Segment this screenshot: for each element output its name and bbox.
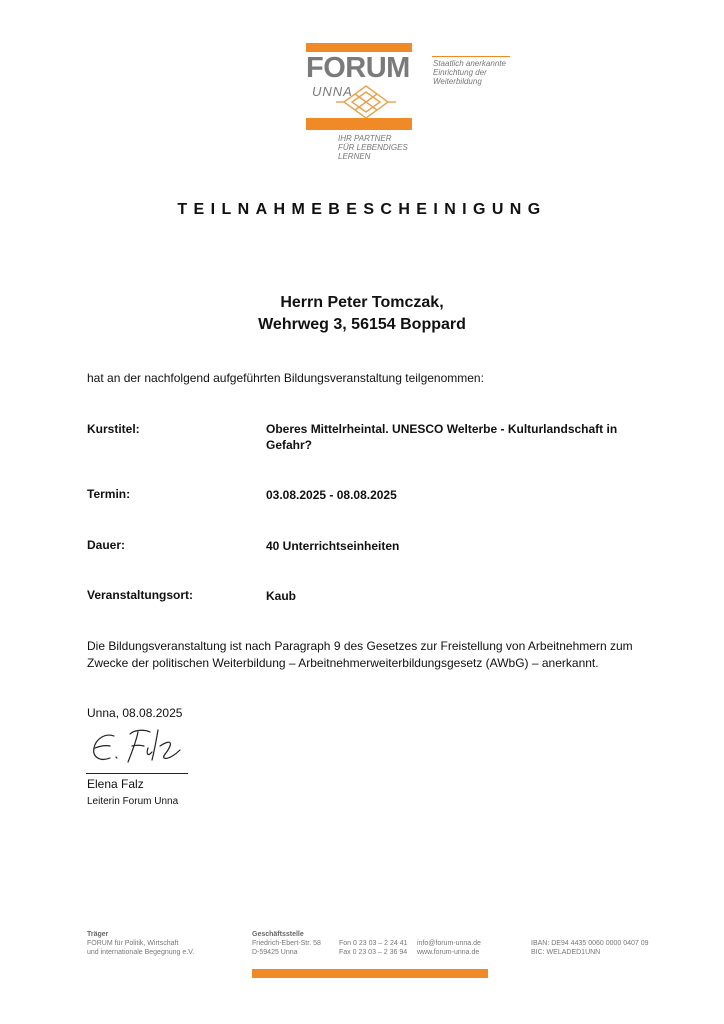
- duration-label: Dauer:: [87, 538, 126, 552]
- date-value: 03.08.2025 - 08.08.2025: [266, 488, 397, 502]
- signer-role: Leiterin Forum Unna: [87, 796, 179, 807]
- footer-bank: [531, 939, 649, 957]
- logo-tagline: [338, 134, 414, 161]
- footer-office: [252, 930, 321, 957]
- legal-line-1: Die Bildungsveranstaltung ist nach Paragraph 9 des Gesetzes zur Freistellung von Arbeitnehmern zum: [87, 639, 633, 653]
- footer-line: BIC: WELADED1UNN: [531, 949, 601, 956]
- place-label: Veranstaltungsort:: [87, 588, 194, 602]
- footer-line: D-59425 Unna: [252, 949, 298, 956]
- recipient-name: Herrn Peter Tomczak,: [280, 294, 444, 311]
- course-value: Oberes Mittelrheintal. UNESCO Welterbe - Kulturlandschaft in Gefahr?: [266, 422, 618, 452]
- footer-heading: Geschäftsstelle: [252, 931, 304, 938]
- place-date: Unna, 08.08.2025: [87, 706, 183, 720]
- logo-top-bar: [306, 43, 412, 52]
- logo-diamond-icon: [336, 84, 396, 120]
- footer-heading: Träger: [87, 931, 109, 938]
- logo-side-rule: [432, 56, 510, 57]
- side-line: Weiterbildung: [433, 77, 482, 86]
- document-title: TEILNAHMEBESCHEINIGUNG: [177, 201, 547, 218]
- handwritten-signature: [86, 724, 190, 772]
- footer-line: info@forum-unna.de: [417, 940, 481, 947]
- footer-line: www.forum-unna.de: [417, 949, 480, 956]
- footer-line: Fax 0 23 03 – 2 36 94: [339, 949, 408, 956]
- course-label: Kurstitel:: [87, 422, 140, 436]
- tagline-line: LERNEN: [338, 152, 371, 161]
- footer-phone: [339, 939, 408, 957]
- place-value: Kaub: [266, 589, 296, 603]
- tagline-line: IHR PARTNER: [338, 134, 392, 143]
- footer-accent-bar: [252, 969, 488, 978]
- tagline-line: FÜR LEBENDIGES: [338, 143, 408, 152]
- footer-line: und internationale Begegnung e.V.: [87, 949, 195, 956]
- footer-carrier: [87, 930, 194, 957]
- footer-web: [417, 939, 481, 957]
- footer-line: Fon 0 23 03 – 2 24 41: [339, 940, 408, 947]
- side-line: Staatlich anerkannte: [433, 59, 506, 68]
- signature-line: [86, 773, 188, 774]
- footer-line: FORUM für Politik, Wirtschaft: [87, 940, 179, 947]
- intro-text: hat an der nachfolgend aufgeführten Bildungsveranstaltung teilgenommen:: [87, 371, 484, 385]
- logo-wordmark: FORUM: [306, 52, 410, 84]
- footer-line: Friedrich-Ebert-Str. 58: [252, 940, 321, 947]
- duration-value: 40 Unterrichtseinheiten: [266, 539, 400, 553]
- legal-line-2: Zwecke der politischen Weiterbildung – Arbeitnehmerweiterbildungsgesetz (AWbG) – anerkannt.: [87, 656, 599, 670]
- footer-line: IBAN: DE94 4435 0060 0000 0407 09: [531, 940, 649, 947]
- side-line: Einrichtung der: [433, 68, 487, 77]
- logo-bottom-bar: [306, 118, 412, 130]
- signer-name: Elena Falz: [87, 777, 144, 791]
- logo-subword: UNNA: [312, 84, 353, 99]
- date-label: Termin:: [87, 487, 131, 501]
- recipient-address: Wehrweg 3, 56154 Boppard: [258, 316, 466, 333]
- logo-side-text: [433, 59, 506, 86]
